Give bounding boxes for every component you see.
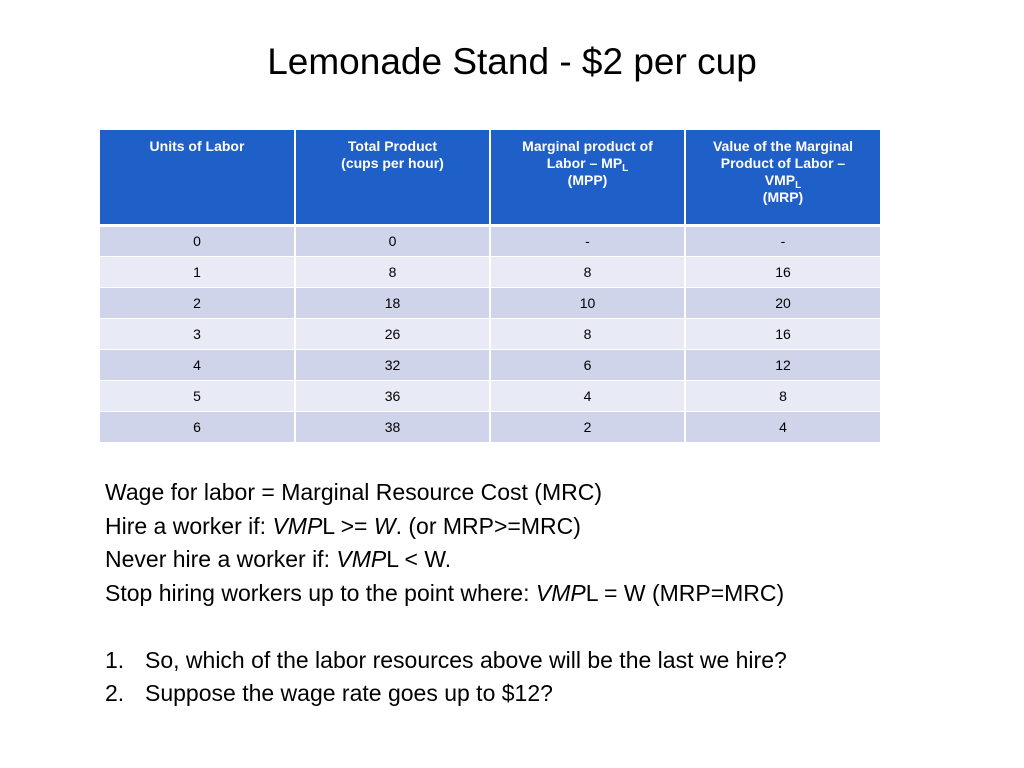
cell-marginal-product: 8 [490, 256, 685, 287]
header-marginal-product: Marginal product of Labor – $MP_L$ (MPP) [490, 130, 685, 225]
table-row [100, 256, 880, 287]
slide-title: Lemonade Stand - $2 per cup [267, 41, 757, 82]
cell-marginal-product: 2 [490, 411, 685, 442]
cell-total-product: 36 [295, 380, 490, 411]
cell-units: 0 [100, 225, 295, 256]
question-item: 1. So, which of the labor resources above will be the last we hire? [105, 646, 787, 673]
cell-vmp: 12 [685, 349, 880, 380]
cell-total-product: 8 [295, 256, 490, 287]
question-item: 2. Suppose the wage rate goes up to $12? [105, 680, 553, 706]
labor-table [100, 130, 880, 443]
cell-marginal-product: - [490, 225, 685, 256]
note-hire-rule: Hire a worker if: VMPL >= W. (or MRP>=MRC) [105, 512, 581, 539]
cell-units: 4 [100, 349, 295, 380]
table-row [100, 318, 880, 349]
header-value-marginal-product: Value of the Marginal Product of Labor – $VMP_L$ (MRP) [685, 130, 880, 225]
cell-total-product: 18 [295, 287, 490, 318]
cell-vmp: 16 [685, 256, 880, 287]
table-row [100, 287, 880, 318]
cell-total-product: 26 [295, 318, 490, 349]
cell-vmp: 20 [685, 287, 880, 318]
cell-units: 5 [100, 380, 295, 411]
cell-marginal-product: 8 [490, 318, 685, 349]
note-stop-hiring-rule: Stop hiring workers up to the point where: VMPL = W (MRP=MRC) [105, 579, 785, 606]
cell-marginal-product: 10 [490, 287, 685, 318]
header-units-of-labor: Units of Labor [100, 130, 295, 225]
table-row [100, 380, 880, 411]
table-row [100, 225, 880, 256]
cell-vmp: 4 [685, 411, 880, 442]
cell-units: 1 [100, 256, 295, 287]
note-never-hire-rule: Never hire a worker if: VMPL < W. [105, 546, 452, 572]
table-body [100, 225, 880, 442]
table-header-row [100, 130, 880, 225]
note-wage-definition: Wage for labor = Marginal Resource Cost (MRC) [105, 479, 603, 505]
cell-vmp: 8 [685, 380, 880, 411]
cell-marginal-product: 4 [490, 380, 685, 411]
table-row [100, 349, 880, 380]
cell-vmp: - [685, 225, 880, 256]
cell-marginal-product: 6 [490, 349, 685, 380]
cell-total-product: 0 [295, 225, 490, 256]
header-total-product: Total Product (cups per hour) [295, 130, 490, 225]
notes-text [105, 476, 985, 711]
table-row [100, 411, 880, 442]
spacer [105, 610, 985, 644]
cell-units: 3 [100, 318, 295, 349]
cell-total-product: 38 [295, 411, 490, 442]
cell-units: 2 [100, 287, 295, 318]
cell-vmp: 16 [685, 318, 880, 349]
cell-units: 6 [100, 411, 295, 442]
cell-total-product: 32 [295, 349, 490, 380]
